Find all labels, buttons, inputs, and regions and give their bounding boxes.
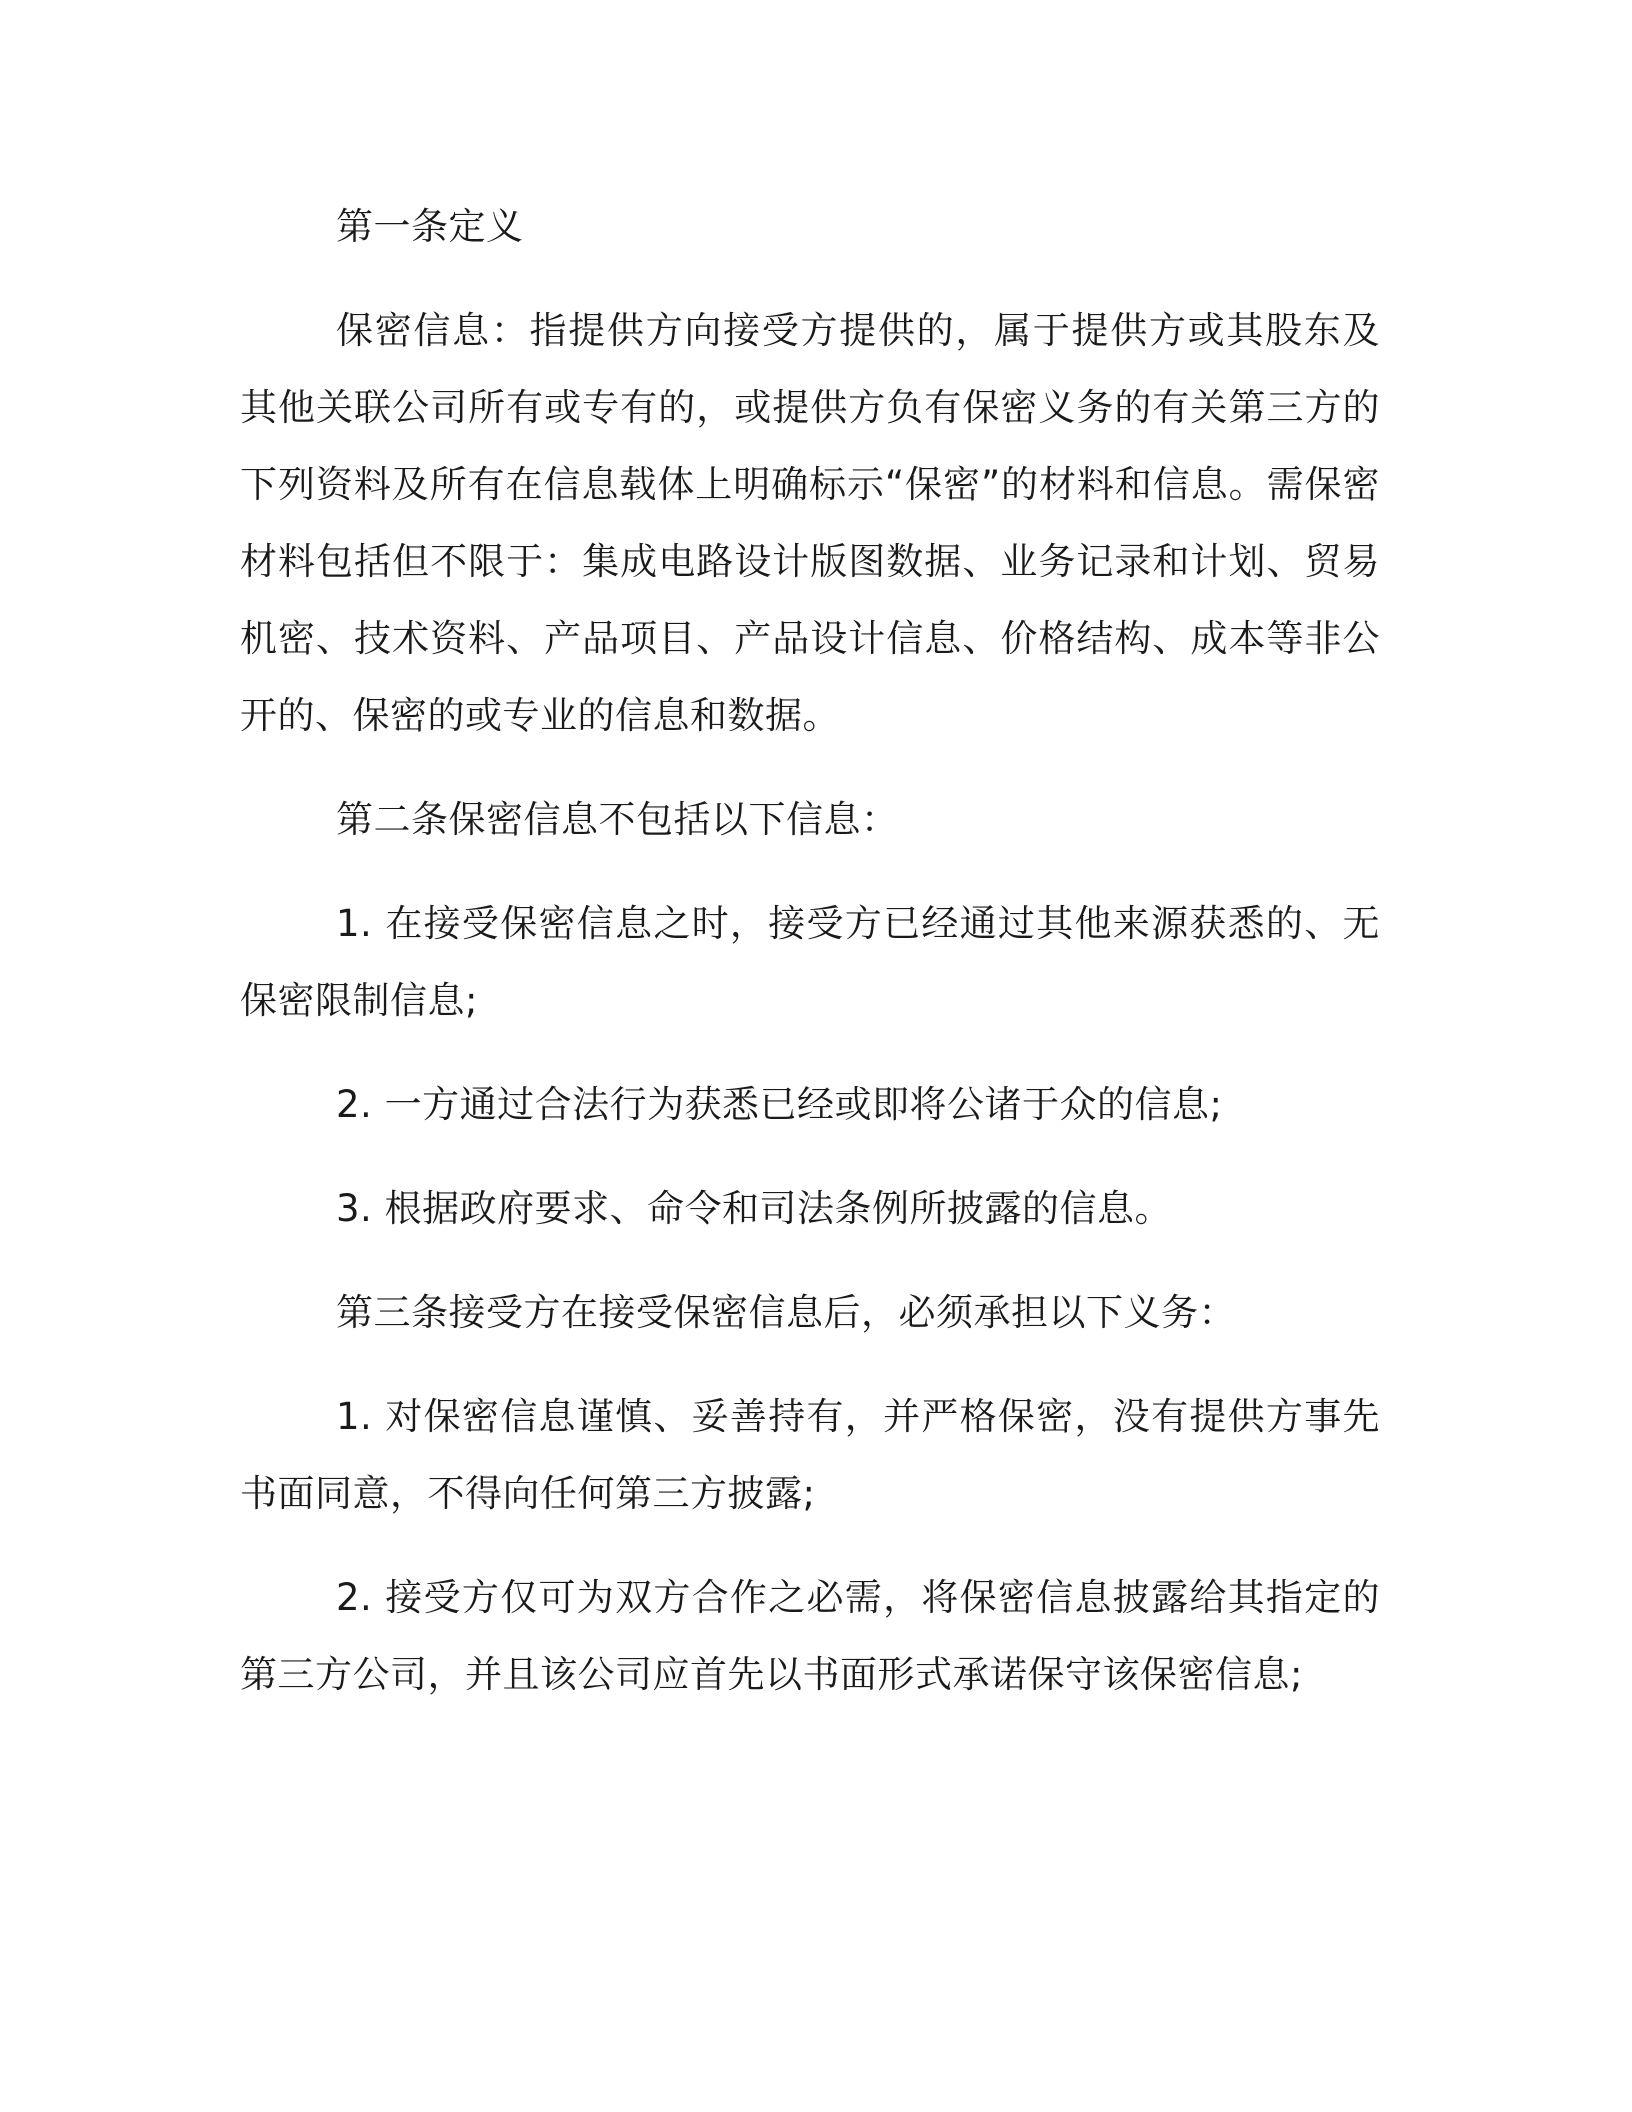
article-2-title: 保密信息不包括以下信息： <box>448 798 899 841</box>
article-2-item-3: 3. 根据政府要求、命令和司法条例所披露的信息。 <box>336 1187 1173 1230</box>
article-2-label: 第二条 <box>336 798 449 841</box>
article-1-label: 第一条 <box>336 205 449 248</box>
article-3-label: 第三条 <box>336 1291 449 1334</box>
article-3-item-2: 2. 接受方仅可为双方合作之必需，将保密信息披露给其指定的第三方公司，并且该公司应首先以书面形式承诺保守该保密信息; <box>240 1576 1380 1696</box>
article-3-title: 接受方在接受保密信息后，必须承担以下义务： <box>448 1291 1236 1334</box>
document-body <box>240 188 1380 1740</box>
article-3-heading <box>240 1274 1380 1351</box>
article-1-heading <box>240 188 1380 265</box>
article-1-title: 定义 <box>448 205 524 248</box>
article-3-item-1: 1. 对保密信息谨慎、妥善持有，并严格保密，没有提供方事先书面同意，不得向任何第三方披露; <box>240 1395 1380 1515</box>
article-2-item-1: 1. 在接受保密信息之时，接受方已经通过其他来源获悉的、无保密限制信息; <box>240 902 1380 1022</box>
article-1-definition: 保密信息：指提供方向接受方提供的，属于提供方或其股东及其他关联公司所有或专有的，或提供方负有保密义务的有关第三方的下列资料及所有在信息载体上明确标示“保密”的材料和信息。需保密材料包括但不限于：集成电路设计版图数据、业务记录和计划、贸易机密、技术资料、产品项目、产品设计信息、价格结构、成本等非公开的、保密的或专业的信息和数据。 <box>240 309 1380 737</box>
article-2-heading <box>240 781 1380 858</box>
article-2-item-2: 2. 一方通过合法行为获悉已经或即将公诸于众的信息; <box>336 1083 1223 1126</box>
